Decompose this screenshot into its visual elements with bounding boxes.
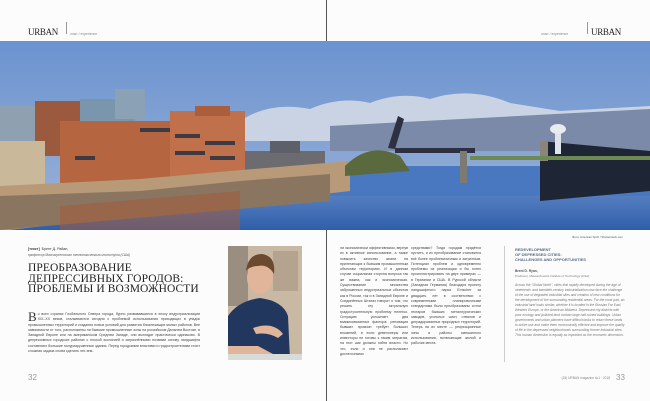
page-number-right: 33 [616,373,625,382]
byline-tag: [текст] [28,247,40,251]
urban-logo-left: URBAN [28,27,59,37]
body-text: о всех странах Глобального Севера города, бурно развивавшиеся в эпоху индустриализации XIX–XX веков, сталкиваются сегодня с проблемой использования приходящих в упадок промышленных территорий и создания новых условий для развития близлежащих жилых районов. Вне зависимости от того, расположены ли бывшие промышленные зоны на российском Дальнем Востоке, в Западной Европе или на американском Среднем Западе, они выглядят практически одинаково. В депрессивных городских районах с плохой экологией и загрязнёнными почвами основу ландшафта составляют большие полуразрушенные здания. Перед городскими властями и градостроителями стоит сложная задача снова сделать эти зем- [28,312,201,354]
body-column-1 [28,309,201,354]
author-name: Брент Д. Райан, [41,247,69,251]
magazine-issue: (18) URBAN magazine №1 · 2018 [561,376,610,380]
body-column-3: средствами? Тогда городам придётся пустить, и их преобразование становится всё более проблематичным и затратным. Потенциал проблем и одновременно проблемы их реализации и бы хотел проиллюстрировать на двух примерах — в Германии и США. В Рурской области (Западная Германия) благодаря проекту ландшафтного парка Emscher за двадцать лет в соответствии с современными планировочными стандартами были преобразованы сотни гектаров бывших металлургических заводов, угольных шахт, отвалов и деградированных природных территорий. Теперь на их месте — рекреационные зоны и районы смешанного использования, включающие жилой и рабочие места. [411,246,481,346]
industrial-river-photo [0,41,650,230]
author-portrait [228,246,302,360]
bridge-pier [460,151,467,183]
header-divider-left [66,22,67,34]
drop-cap: В [28,309,37,324]
byline [28,247,68,251]
section-label-left: опыт / experience [70,32,98,36]
english-heading [515,247,625,263]
english-abstract: Across the "Global North", cities that rapidly developed during the age of nineteenth- and twentieth-century industrialization now face the challenge of the use of degraded industrial sites and creation of new conditions for the development of the surrounding residential areas. For the most part, an industrial land looks similar, whether it is located in the Russian Far East, Western Europe, or the American Midwest. Depressed city districts with poor ecology and polluted land contain large half-ruined buildings. Urban governments and urban planners have difficult tasks to return these lands to active use and make them economically efficient and improve the quality of life in the depressed neighborhoods surrounding former industrial sites. This human dimension is equally as important as the economic dimension. [515,283,625,337]
urban-logo-right: URBAN [591,27,622,37]
column-rule [504,246,505,362]
title-line: ПРЕОБРАЗОВАНИЕ [28,262,132,274]
title-line: ПРОБЛЕМЫ И ВОЗМОЖНОСТИ [28,283,199,295]
page-number-left: 32 [28,373,37,382]
header-divider-right [587,22,588,34]
body-column-2: ли экономически эффективными, вернув их в активное использование, а также повысить качество жизни на прилегающих к бывшим промышленным объектам территориях. И в данном случае социальная сторона вопроса так же важна, как и экономическая. Существование множества заброшенных индустриальных объектов как в России, так и в Западной Европе и Соединённых Штатах говорит о том, что решить эту актуальную градостроительную проблему нелегко. Ситуацию усложняет два взаимосвязанных фактора: реновация бывших промзон требует больших вложений, и если девелоперы или инвесторы не готовы к таким затратам, на этот шаг должны пойти власти. Но что, если и они не располагают достаточными [340,246,408,356]
author-role: профессор Массачусетского технологического института (США) [28,253,131,257]
far-shore [470,156,650,160]
heading-line: CHALLENGES AND OPPORTUNITIES [515,257,586,263]
title-line: ДЕПРЕССИВНЫХ ГОРОДОВ: [28,272,184,285]
english-author: Brent D. Ryan, [515,269,538,273]
heading-line: REDEVELOPMENT [515,247,552,252]
heading-line: OF DEPRESSED CITIES: [515,252,562,258]
article-title [28,263,228,295]
photo-credit: Фото: American Spirit / Shutterstock.com [572,235,623,239]
section-label-right: опыт / experience [541,32,569,36]
english-role: Professor, Massachusetts Institute of Technology (USA) [515,274,590,278]
